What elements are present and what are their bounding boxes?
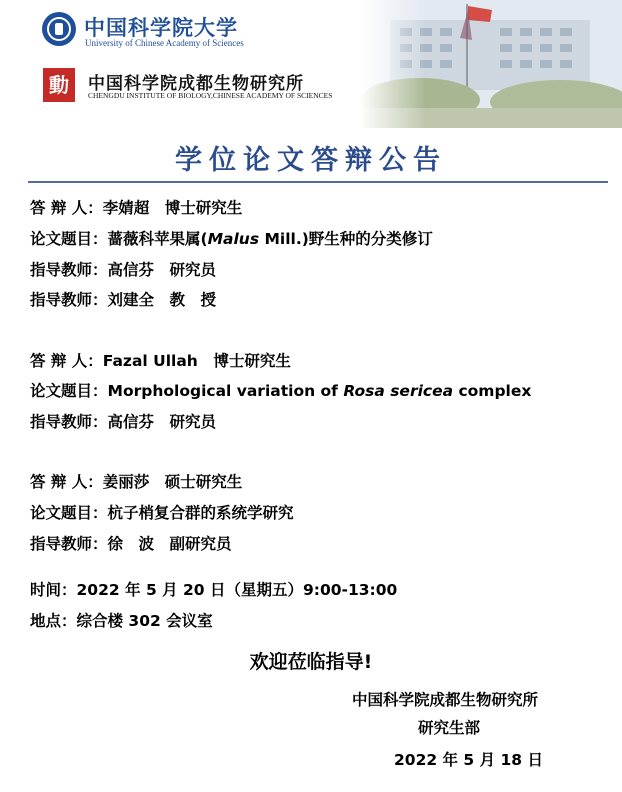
thesis-title-post: complex: [453, 382, 532, 400]
candidate-line: [30, 349, 291, 371]
candidate-label: 答 辩 人：: [30, 199, 103, 217]
title-divider: [28, 181, 608, 183]
advisor-value: 徐 波 副研究员: [107, 535, 232, 553]
advisor-value: 刘建全 教 授: [107, 291, 217, 309]
advisor-label: 指导教师：: [30, 291, 108, 309]
advisor-value: 高信芬 研究员: [107, 413, 217, 431]
candidate-line: [30, 196, 242, 218]
thesis-title-pre: 杭子梢复合群的系统学研究: [107, 504, 294, 522]
ucas-logo-icon: [42, 12, 76, 46]
thesis-title-italic: Malus: [207, 230, 260, 248]
candidate-value: Fazal Ullah 博士研究生: [102, 352, 291, 370]
thesis-title-post: Mill.)野生种的分类修订: [259, 230, 433, 248]
advisor-line: [30, 410, 216, 432]
welcome-text: 欢迎莅临指导!: [249, 651, 373, 673]
page-title: 学位论文答辩公告: [175, 145, 447, 176]
signature-date: 2022 年 5 月 18 日: [394, 751, 543, 769]
place-value: 综合楼 302 会议室: [76, 612, 213, 630]
candidate-label: 答 辩 人：: [30, 352, 103, 370]
time-label: 时间：: [30, 581, 77, 599]
advisor-label: 指导教师：: [30, 535, 108, 553]
advisor-line: [30, 258, 216, 280]
advisor-label: 指导教师：: [30, 261, 108, 279]
thesis-title-italic: Rosa sericea: [343, 382, 454, 400]
thesis-title-pre: Morphological variation of: [107, 382, 344, 400]
cib-name-en: CHENGDU INSTITUTE OF BIOLOGY,CHINESE ACADEMY OF SCIENCES: [88, 91, 333, 100]
thesis-label: 论文题目：: [30, 230, 108, 248]
advisor-value: 高信芬 研究员: [107, 261, 217, 279]
thesis-label: 论文题目：: [30, 382, 108, 400]
thesis-line: [30, 501, 294, 523]
signature-dept: 研究生部: [418, 719, 481, 737]
place-label: 地点：: [30, 612, 77, 630]
advisor-line: [30, 532, 232, 554]
candidate-line: [30, 470, 242, 492]
cib-name-cn: 中国科学院成都生物研究所: [88, 74, 304, 94]
cib-logo-icon: 動: [43, 68, 75, 102]
signature-org: 中国科学院成都生物研究所: [352, 691, 539, 709]
candidate-value: 姜丽莎 硕士研究生: [102, 473, 243, 491]
thesis-label: 论文题目：: [30, 504, 108, 522]
thesis-line: [30, 379, 531, 401]
time-value: 2022 年 5 月 20 日（星期五）9:00-13:00: [76, 581, 398, 599]
ucas-name-cn: 中国科学院大学: [84, 15, 238, 40]
time-line: [30, 578, 397, 600]
candidate-value: 李婧超 博士研究生: [102, 199, 243, 217]
letterhead: [0, 0, 622, 140]
place-line: [30, 609, 213, 631]
advisor-label: 指导教师：: [30, 413, 108, 431]
thesis-title-pre: 蔷薇科苹果属(: [107, 230, 208, 248]
candidate-label: 答 辩 人：: [30, 473, 103, 491]
campus-photo: [360, 0, 622, 128]
ucas-name-en: University of Chinese Academy of Sciences: [85, 38, 244, 48]
thesis-line: [30, 227, 433, 249]
advisor-line: [30, 288, 216, 310]
